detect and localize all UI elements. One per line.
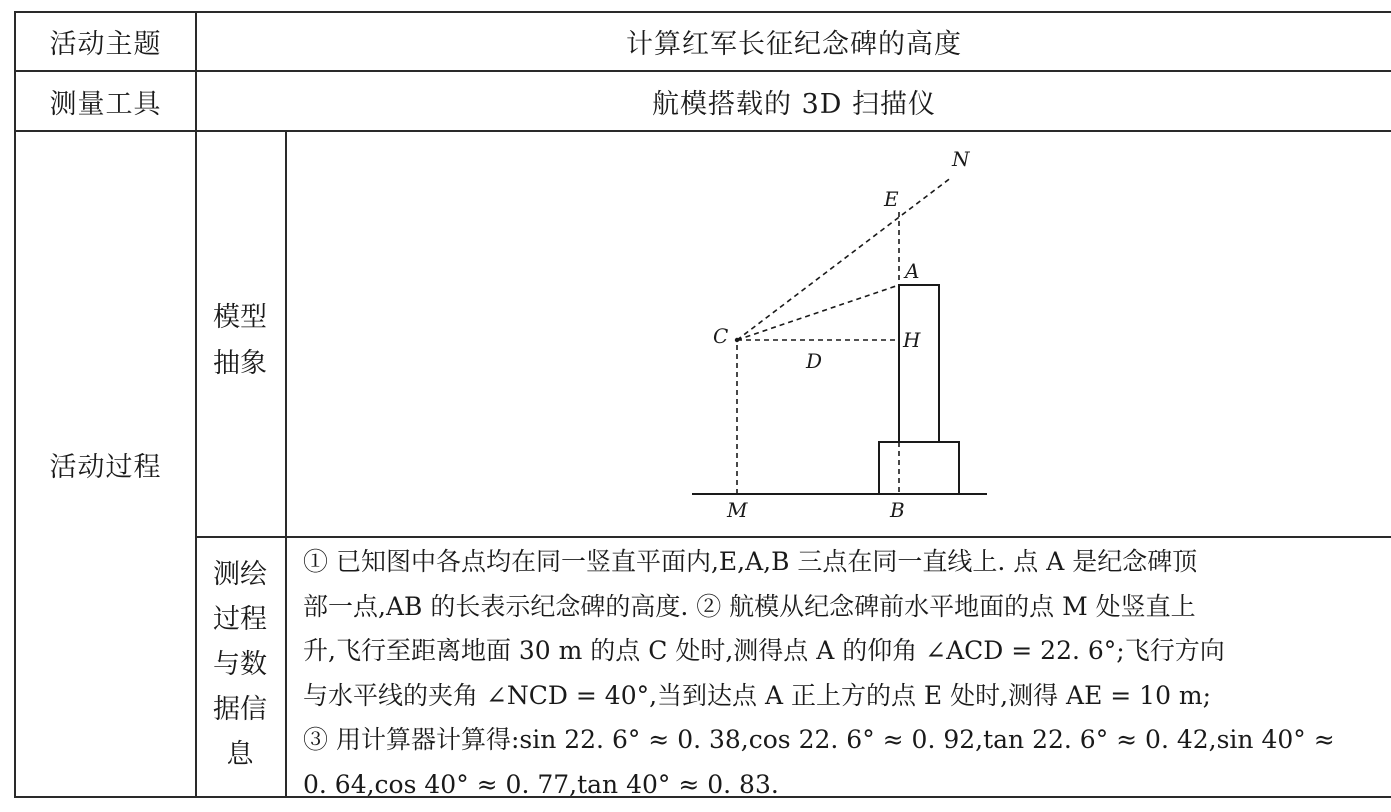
survey-text-line: 升,飞行至距离地面 30 m 的点 C 处时,测得点 A 的仰角 ∠ACD = 22. 6°;飞行方向 (303, 636, 1225, 666)
survey-label-line: 与数 (213, 649, 267, 680)
label-a: A (905, 259, 920, 283)
survey-text-line: 0. 64,cos 40° ≈ 0. 77,tan 40° ≈ 0. 83. (303, 769, 779, 799)
label-m: M (727, 498, 748, 522)
survey-text-line: ① 已知图中各点均在同一竖直平面内,E,A,B 三点在同一直线上. 点 A 是纪念碑顶 (303, 547, 1198, 576)
survey-label-line: 测绘 (213, 559, 267, 590)
survey-label-line: 过程 (213, 604, 267, 635)
survey-label-line: 息 (226, 739, 254, 770)
survey-text-line: 部一点,AB 的长表示纪念碑的高度. ② 航模从纪念碑前水平地面的点 M 处竖直上 (303, 591, 1196, 621)
monument-shaft (899, 285, 939, 442)
survey-text-line: 与水平线的夹角 ∠NCD = 40°,当到达点 A 正上方的点 E 处时,测得 AE = 10 m; (303, 680, 1212, 710)
process-label: 活动过程 (49, 451, 162, 483)
point-c (735, 338, 739, 342)
survey-text-line: ③ 用计算器计算得:sin 22. 6° ≈ 0. 38,cos 22. 6° ≈ 0. 92,tan 22. 6° ≈ 0. 42,sin 40° ≈ (303, 725, 1335, 755)
survey-text (303, 540, 1383, 808)
tool-label: 测量工具 (49, 88, 162, 120)
model-label-line: 模型 (213, 302, 267, 333)
label-c: C (713, 324, 729, 348)
model-label-line: 抽象 (213, 348, 267, 379)
label-d: D (806, 349, 823, 373)
survey-label-line: 据信 (213, 694, 267, 725)
label-b: B (890, 498, 905, 522)
line-cn (737, 177, 952, 340)
tool-value: 航模搭载的 3D 扫描仪 (652, 88, 936, 120)
label-n: N (952, 147, 970, 171)
line-ca (737, 285, 899, 340)
topic-label: 活动主题 (49, 29, 162, 60)
label-h: H (903, 328, 921, 352)
topic-value: 计算红军长征纪念碑的高度 (626, 29, 962, 60)
label-e: E (884, 187, 899, 211)
monument-base (879, 442, 959, 494)
